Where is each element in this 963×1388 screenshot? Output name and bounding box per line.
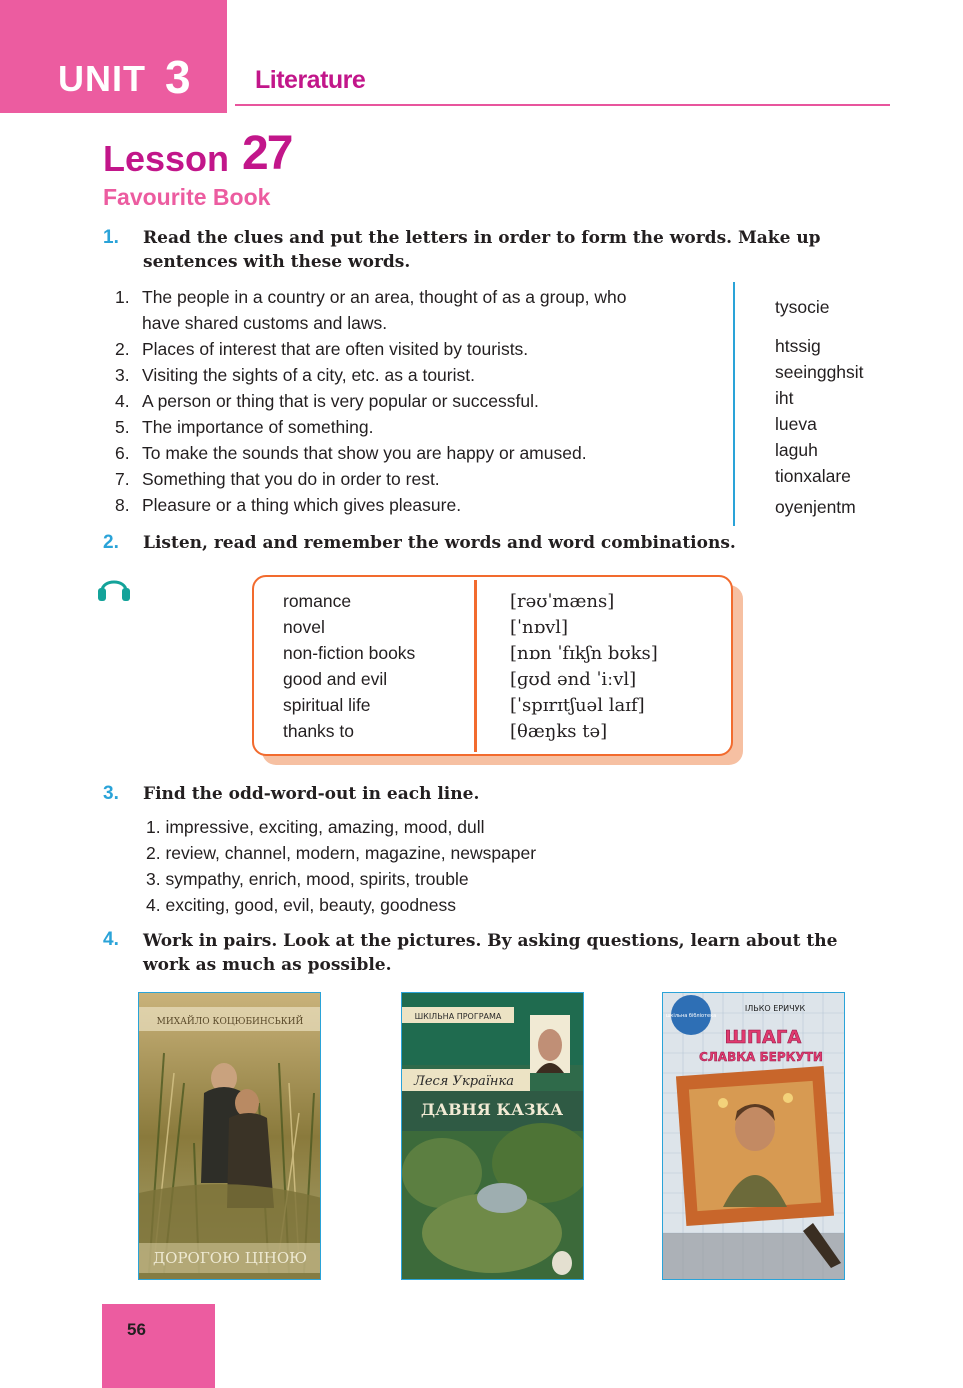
instruction-line: Read the clues and put the letters in order to form the words. Make up	[143, 228, 821, 248]
clue-number: 6.	[115, 443, 130, 463]
vocab-word: good and evil	[283, 669, 388, 689]
anagram: oyenjentm	[775, 497, 856, 517]
instruction-line: Work in pairs. Look at the pictures. By asking questions, learn about the	[143, 931, 838, 951]
clue-item	[113, 466, 723, 492]
odd-word-line: 1. impressive, exciting, amazing, mood, dull	[146, 817, 485, 837]
book3-author: ІЛЬКО ЕРИЧУК	[744, 1004, 806, 1013]
exercise-1-instruction	[143, 226, 821, 274]
exercise-3-instruction: Find the odd-word-out in each line.	[143, 784, 480, 804]
anagram: seeingghsit	[775, 362, 864, 382]
clue-number: 4.	[115, 391, 130, 411]
book1-title: ДОРОГОЮ ЦІНОЮ	[152, 1249, 308, 1267]
clue-item	[113, 362, 723, 388]
header-rule	[235, 104, 890, 106]
clue-item	[113, 284, 723, 336]
clue-text: To make the sounds that show you are happy or amused.	[142, 443, 587, 463]
clue-number: 7.	[115, 469, 130, 489]
clue-text: Visiting the sights of a city, etc. as a tourist.	[142, 365, 475, 385]
vocab-transcription: [ɡʊd ənd ˈiːvl]	[510, 669, 637, 690]
exercise-2-instruction: Listen, read and remember the words and word combinations.	[143, 533, 736, 553]
vocab-transcription: [ˈspɪrɪtʃuəl laɪf]	[510, 695, 645, 716]
vocab-word: non-fiction books	[283, 643, 416, 663]
anagram: laguh	[775, 440, 818, 460]
vocab-transcription: [θæŋks tə]	[510, 721, 608, 742]
book-cover-2	[401, 992, 584, 1280]
vocab-transcription: [rəʊˈmæns]	[510, 591, 615, 612]
headphones-icon[interactable]	[97, 573, 131, 608]
clue-item	[113, 414, 723, 440]
anagram: iht	[775, 388, 794, 408]
clue-item	[113, 440, 723, 466]
exercise-4-number: 4.	[103, 929, 119, 950]
book-cover-3	[662, 992, 845, 1280]
clue-text: Places of interest that are often visited by tourists.	[142, 339, 529, 359]
vocab-words	[283, 588, 415, 744]
exercise-1-number: 1.	[103, 227, 119, 248]
clue-list	[113, 284, 723, 518]
clue-text: Something that you do in order to rest.	[142, 469, 440, 489]
anagram: lueva	[775, 414, 817, 434]
vocab-word: novel	[283, 617, 325, 637]
clue-text: The importance of something.	[142, 417, 374, 437]
page-number-box	[102, 1304, 215, 1388]
clue-text: The people in a country or an area, thought of as a group, who	[142, 287, 627, 307]
clue-number: 5.	[115, 417, 130, 437]
vocab-word: spiritual life	[283, 695, 371, 715]
book2-author: Леся Українка	[413, 1074, 515, 1089]
vocab-divider	[474, 580, 477, 752]
clue-number: 8.	[115, 495, 130, 515]
lesson-label: Lesson	[103, 138, 230, 179]
exercise-4-instruction	[143, 929, 837, 977]
anagram: tionxalare	[775, 466, 851, 486]
clue-text: Pleasure or a thing which gives pleasure.	[142, 495, 462, 515]
odd-word-line: 3. sympathy, enrich, mood, spirits, trouble	[146, 869, 469, 889]
clue-text: A person or thing that is very popular or successful.	[142, 391, 539, 411]
instruction-line: work as much as possible.	[143, 955, 392, 975]
book2-title: ДАВНЯ КАЗКА	[420, 1100, 564, 1119]
unit-title: Literature	[255, 66, 366, 94]
book1-author: МИХАЙЛО КОЦЮБИНСЬКИЙ	[156, 1017, 304, 1027]
instruction-line: sentences with these words.	[143, 252, 411, 272]
unit-number: 3	[165, 51, 191, 103]
odd-word-line: 2. review, channel, modern, magazine, newspaper	[146, 843, 537, 863]
clue-number: 3.	[115, 365, 130, 385]
book-cover-1	[138, 992, 321, 1280]
vocab-transcriptions	[510, 589, 658, 745]
exercise-2-number: 2.	[103, 532, 119, 553]
vocab-transcription: [nɒn ˈfɪkʃn bʊks]	[510, 643, 658, 664]
clue-number: 1.	[115, 287, 130, 307]
clue-divider	[733, 282, 735, 526]
clue-item	[113, 336, 723, 362]
odd-word-list	[146, 814, 536, 918]
book3-title-line2: СЛАВКА БЕРКУТИ	[699, 1050, 823, 1064]
vocab-transcription: [ˈnɒvl]	[510, 617, 569, 638]
book3-badge: шкільна бібліотека	[665, 1013, 717, 1019]
book3-title-line1: ШПАГА	[724, 1027, 802, 1048]
vocab-word: romance	[283, 591, 352, 611]
book2-series: ШКІЛЬНА ПРОГРАМА	[414, 1012, 502, 1021]
clue-item	[113, 492, 723, 518]
clue-number: 2.	[115, 339, 130, 359]
exercise-3-number: 3.	[103, 783, 119, 804]
page-number: 56	[127, 1320, 146, 1339]
unit-label: UNIT	[58, 58, 146, 99]
anagram: tysocie	[775, 297, 830, 317]
clue-item	[113, 388, 723, 414]
vocab-word: thanks to	[283, 721, 355, 741]
lesson-subtitle: Favourite Book	[103, 184, 271, 210]
lesson-number: 27	[242, 127, 292, 180]
odd-word-line: 4. exciting, good, evil, beauty, goodness	[146, 895, 457, 915]
anagram: htssig	[775, 336, 821, 356]
clue-text-continued: have shared customs and laws.	[142, 313, 388, 333]
